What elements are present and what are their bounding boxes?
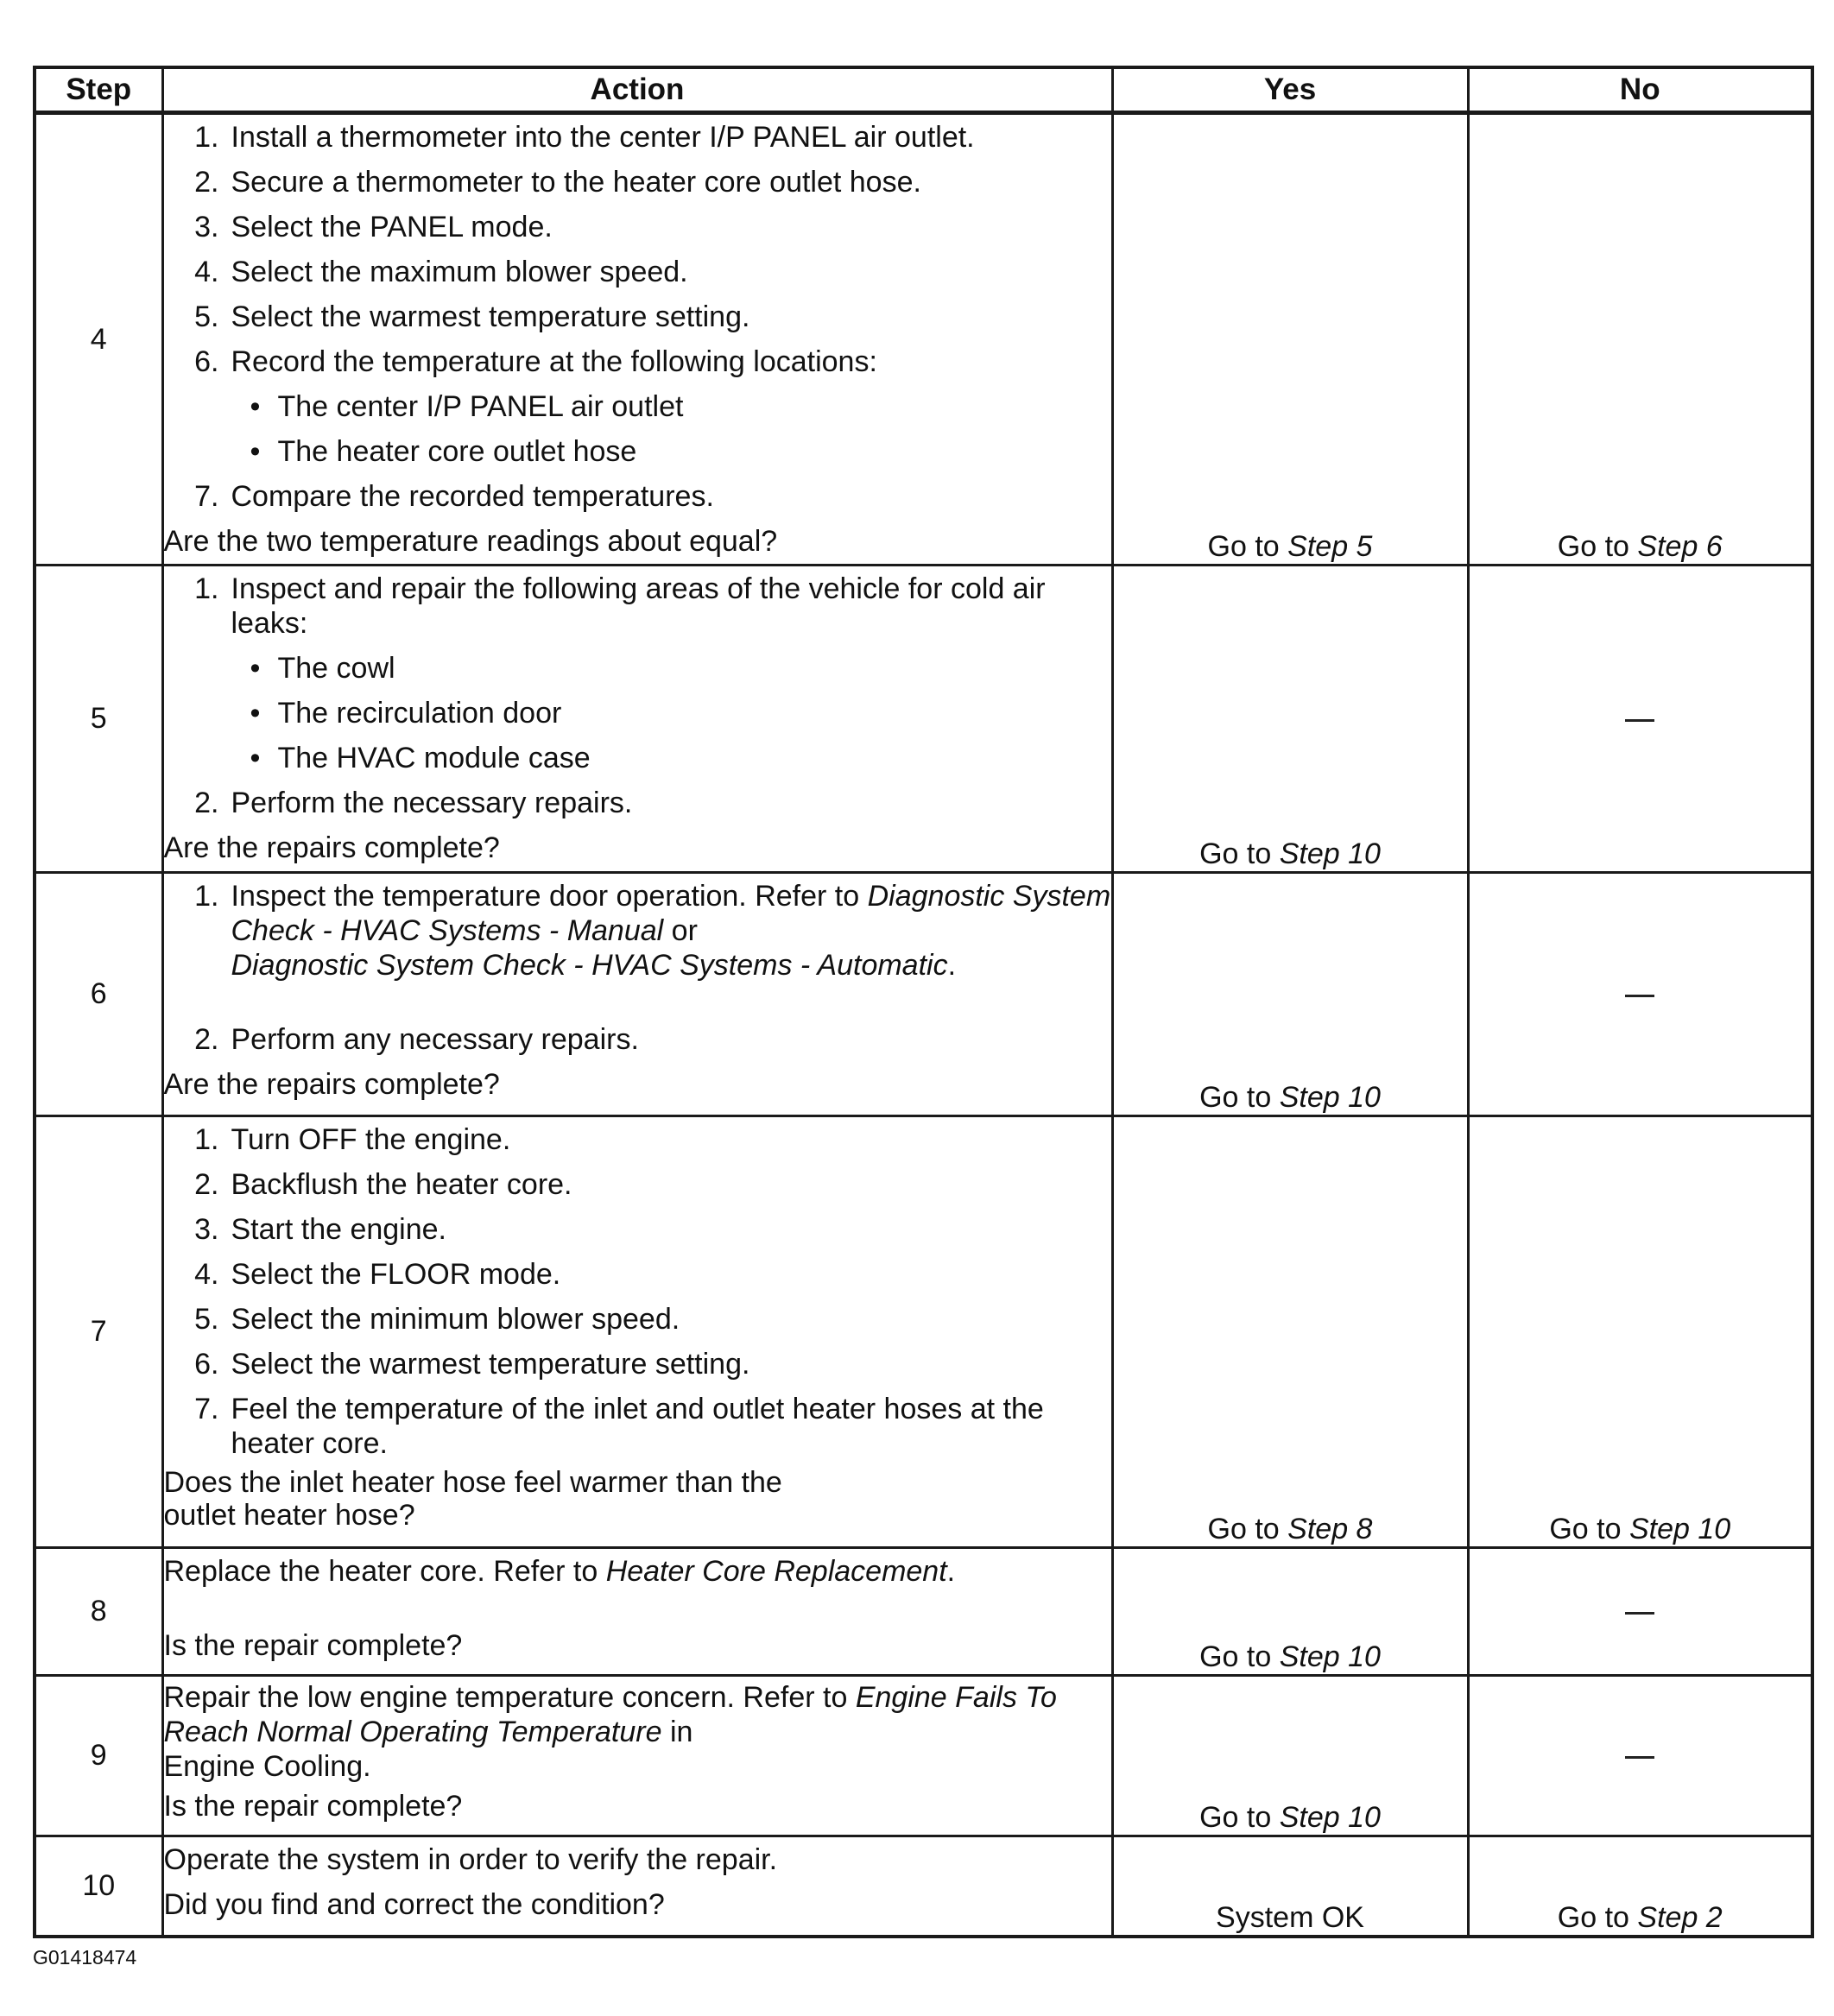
item-number: 5. bbox=[194, 1303, 219, 1336]
dash-mark bbox=[1625, 995, 1654, 997]
list-item bbox=[164, 1297, 1111, 1342]
dash-mark bbox=[1625, 719, 1654, 722]
item-number: 1. bbox=[194, 121, 219, 154]
item-number: 4. bbox=[194, 256, 219, 288]
table-row bbox=[35, 566, 1812, 873]
diagnostic-table bbox=[33, 66, 1814, 1938]
bullet-text: The cowl bbox=[277, 652, 395, 685]
dash-mark bbox=[1625, 1756, 1654, 1759]
manual-reference: Diagnostic System Check - HVAC Systems - Automatic bbox=[231, 949, 948, 982]
action-in: in bbox=[669, 1716, 693, 1748]
action-text bbox=[164, 1677, 1111, 1784]
question-text: Are the two temperature readings about equal? bbox=[163, 525, 778, 558]
list-item bbox=[164, 566, 1111, 646]
goto-prefix: Go to bbox=[1199, 1081, 1272, 1114]
item-text: Record the temperature at the following locations: bbox=[231, 345, 877, 378]
question-text: Are the repairs complete? bbox=[163, 831, 500, 864]
goto-prefix: Go to bbox=[1199, 837, 1272, 870]
list-item bbox=[164, 1207, 1111, 1252]
step-reference: Step 6 bbox=[1637, 530, 1723, 563]
table-row bbox=[35, 1116, 1812, 1548]
no-cell bbox=[1468, 1836, 1812, 1937]
goto-prefix: Go to bbox=[1557, 530, 1629, 563]
goto-prefix: Go to bbox=[1557, 1900, 1629, 1934]
table-row bbox=[35, 1676, 1812, 1836]
item-text-lead: Inspect the temperature door operation. Refer to bbox=[231, 880, 860, 913]
step-number: 10 bbox=[35, 1836, 162, 1937]
item-text: Secure a thermometer to the heater core outlet hose. bbox=[231, 166, 921, 199]
bullet-icon: • bbox=[250, 652, 261, 685]
action-text bbox=[164, 1549, 1111, 1594]
item-text: Select the PANEL mode. bbox=[231, 211, 553, 243]
question-text: Did you find and correct the condition? bbox=[163, 1888, 665, 1921]
list-item bbox=[164, 1387, 1111, 1466]
header-no: No bbox=[1468, 67, 1812, 113]
item-number: 1. bbox=[194, 572, 219, 605]
step-reference: Step 8 bbox=[1287, 1513, 1373, 1545]
list-item bbox=[164, 780, 1111, 825]
action-lead: Replace the heater core. Refer to bbox=[163, 1555, 598, 1588]
yes-cell bbox=[1112, 1116, 1468, 1548]
item-text-end: . bbox=[947, 949, 957, 982]
header-yes: Yes bbox=[1112, 67, 1468, 113]
list-item bbox=[164, 250, 1111, 294]
manual-reference: Diagnostic System Check - HVAC Systems - Manual bbox=[231, 880, 1111, 947]
item-text: Select the maximum blower speed. bbox=[231, 256, 688, 288]
bullet-icon: • bbox=[250, 390, 261, 423]
question-text: Is the repair complete? bbox=[163, 1790, 463, 1823]
step-reference: Step 10 bbox=[1279, 1801, 1381, 1834]
item-text-or: or bbox=[671, 914, 698, 947]
item-text: Start the engine. bbox=[231, 1213, 447, 1246]
goto-prefix: Go to bbox=[1199, 1801, 1272, 1834]
step-reference: Step 10 bbox=[1279, 837, 1381, 870]
item-text bbox=[231, 879, 1111, 983]
item-number: 1. bbox=[194, 880, 219, 913]
no-cell bbox=[1468, 113, 1812, 566]
list-item bbox=[164, 294, 1111, 339]
item-number: 6. bbox=[194, 345, 219, 378]
action-cell bbox=[162, 1548, 1112, 1676]
item-number: 2. bbox=[194, 1023, 219, 1056]
bullet-text: The HVAC module case bbox=[277, 742, 591, 774]
header-action: Action bbox=[162, 67, 1112, 113]
bullet-item bbox=[164, 691, 1111, 736]
item-text: Select the warmest temperature setting. bbox=[231, 300, 750, 333]
item-number: 6. bbox=[194, 1348, 219, 1381]
item-number: 5. bbox=[194, 300, 219, 333]
bullet-text: The recirculation door bbox=[277, 697, 562, 730]
no-cell bbox=[1468, 566, 1812, 873]
action-cell bbox=[162, 1836, 1112, 1937]
action-cell bbox=[162, 113, 1112, 566]
manual-reference: Engine Fails To Reach Normal Operating Temperature bbox=[163, 1681, 1057, 1748]
list-item bbox=[164, 1117, 1111, 1162]
yes-cell bbox=[1112, 566, 1468, 873]
item-number: 1. bbox=[194, 1123, 219, 1156]
item-text: Install a thermometer into the center I/P PANEL air outlet. bbox=[231, 121, 975, 154]
action-cell bbox=[162, 873, 1112, 1116]
no-cell bbox=[1468, 1116, 1812, 1548]
item-number: 2. bbox=[194, 166, 219, 199]
step-reference: Step 10 bbox=[1628, 1513, 1731, 1545]
item-number: 7. bbox=[194, 1393, 219, 1425]
item-text: Turn OFF the engine. bbox=[231, 1123, 511, 1156]
action-text: Operate the system in order to verify the repair. bbox=[163, 1843, 778, 1876]
item-text: Select the FLOOR mode. bbox=[231, 1258, 561, 1291]
question-text: Does the inlet heater hose feel warmer than the outlet heater hose? bbox=[163, 1466, 782, 1532]
goto-prefix: Go to bbox=[1207, 530, 1280, 563]
item-text: Inspect and repair the following areas of the vehicle for cold air leaks: bbox=[231, 572, 1046, 640]
step-number: 7 bbox=[35, 1116, 162, 1548]
item-text: Compare the recorded temperatures. bbox=[231, 480, 714, 513]
action-end: . bbox=[946, 1555, 956, 1588]
step-number: 5 bbox=[35, 566, 162, 873]
step-number: 6 bbox=[35, 873, 162, 1116]
header-step: Step bbox=[35, 67, 162, 113]
table-row bbox=[35, 113, 1812, 566]
yes-cell bbox=[1112, 1548, 1468, 1676]
spacer bbox=[164, 988, 1111, 1017]
table-row bbox=[35, 873, 1812, 1116]
list-item bbox=[164, 1017, 1111, 1062]
yes-cell bbox=[1112, 873, 1468, 1116]
item-number: 7. bbox=[194, 480, 219, 513]
table-row bbox=[35, 1836, 1812, 1937]
question-text: Are the repairs complete? bbox=[163, 1068, 500, 1101]
item-text: Select the minimum blower speed. bbox=[231, 1303, 680, 1336]
bullet-item bbox=[164, 646, 1111, 691]
goto-prefix: Go to bbox=[1207, 1513, 1280, 1545]
step-number: 9 bbox=[35, 1676, 162, 1836]
action-lead: Repair the low engine temperature concern. Refer to bbox=[163, 1681, 848, 1714]
yes-cell bbox=[1112, 113, 1468, 566]
item-number: 3. bbox=[194, 211, 219, 243]
yes-cell: System OK bbox=[1112, 1836, 1468, 1937]
item-number: 3. bbox=[194, 1213, 219, 1246]
step-number: 4 bbox=[35, 113, 162, 566]
item-text: Feel the temperature of the inlet and outlet heater hoses at the heater core. bbox=[231, 1393, 1044, 1460]
step-number: 8 bbox=[35, 1548, 162, 1676]
bullet-text: The heater core outlet hose bbox=[277, 435, 637, 468]
list-item bbox=[164, 339, 1111, 384]
list-item bbox=[164, 1342, 1111, 1387]
figure-id: G01418474 bbox=[33, 1946, 137, 1969]
step-reference: Step 5 bbox=[1287, 530, 1373, 563]
header-row bbox=[35, 67, 1812, 113]
item-text: Select the warmest temperature setting. bbox=[231, 1348, 750, 1381]
step-reference: Step 10 bbox=[1279, 1081, 1381, 1114]
item-number: 4. bbox=[194, 1258, 219, 1291]
bullet-item bbox=[164, 736, 1111, 780]
item-text: Perform the necessary repairs. bbox=[231, 787, 633, 819]
list-item bbox=[164, 1252, 1111, 1297]
question-text: Is the repair complete? bbox=[163, 1629, 463, 1662]
bullet-text: The center I/P PANEL air outlet bbox=[277, 390, 684, 423]
list-item bbox=[164, 874, 1111, 988]
goto-prefix: Go to bbox=[1549, 1513, 1622, 1545]
action-cell bbox=[162, 1116, 1112, 1548]
bullet-icon: • bbox=[250, 435, 261, 468]
table-row bbox=[35, 1548, 1812, 1676]
no-cell bbox=[1468, 1548, 1812, 1676]
list-item bbox=[164, 205, 1111, 250]
action-cell bbox=[162, 566, 1112, 873]
bullet-item bbox=[164, 384, 1111, 429]
bullet-item bbox=[164, 429, 1111, 474]
list-item bbox=[164, 160, 1111, 205]
item-text: Backflush the heater core. bbox=[231, 1168, 572, 1201]
goto-prefix: Go to bbox=[1199, 1640, 1272, 1673]
step-reference: Step 10 bbox=[1279, 1640, 1381, 1673]
dash-mark bbox=[1625, 1612, 1654, 1615]
bullet-icon: • bbox=[250, 697, 261, 730]
item-number: 2. bbox=[194, 787, 219, 819]
yes-cell bbox=[1112, 1676, 1468, 1836]
item-text: Perform any necessary repairs. bbox=[231, 1023, 639, 1056]
no-cell bbox=[1468, 873, 1812, 1116]
list-item bbox=[164, 115, 1111, 160]
spacer bbox=[164, 1594, 1111, 1623]
no-cell bbox=[1468, 1676, 1812, 1836]
list-item bbox=[164, 1162, 1111, 1207]
list-item bbox=[164, 474, 1111, 519]
step-reference: Step 2 bbox=[1637, 1900, 1723, 1934]
manual-reference: Heater Core Replacement bbox=[605, 1555, 947, 1588]
action-cell bbox=[162, 1676, 1112, 1836]
item-number: 2. bbox=[194, 1168, 219, 1201]
section-reference: Engine Cooling. bbox=[163, 1750, 371, 1783]
bullet-icon: • bbox=[250, 742, 261, 774]
